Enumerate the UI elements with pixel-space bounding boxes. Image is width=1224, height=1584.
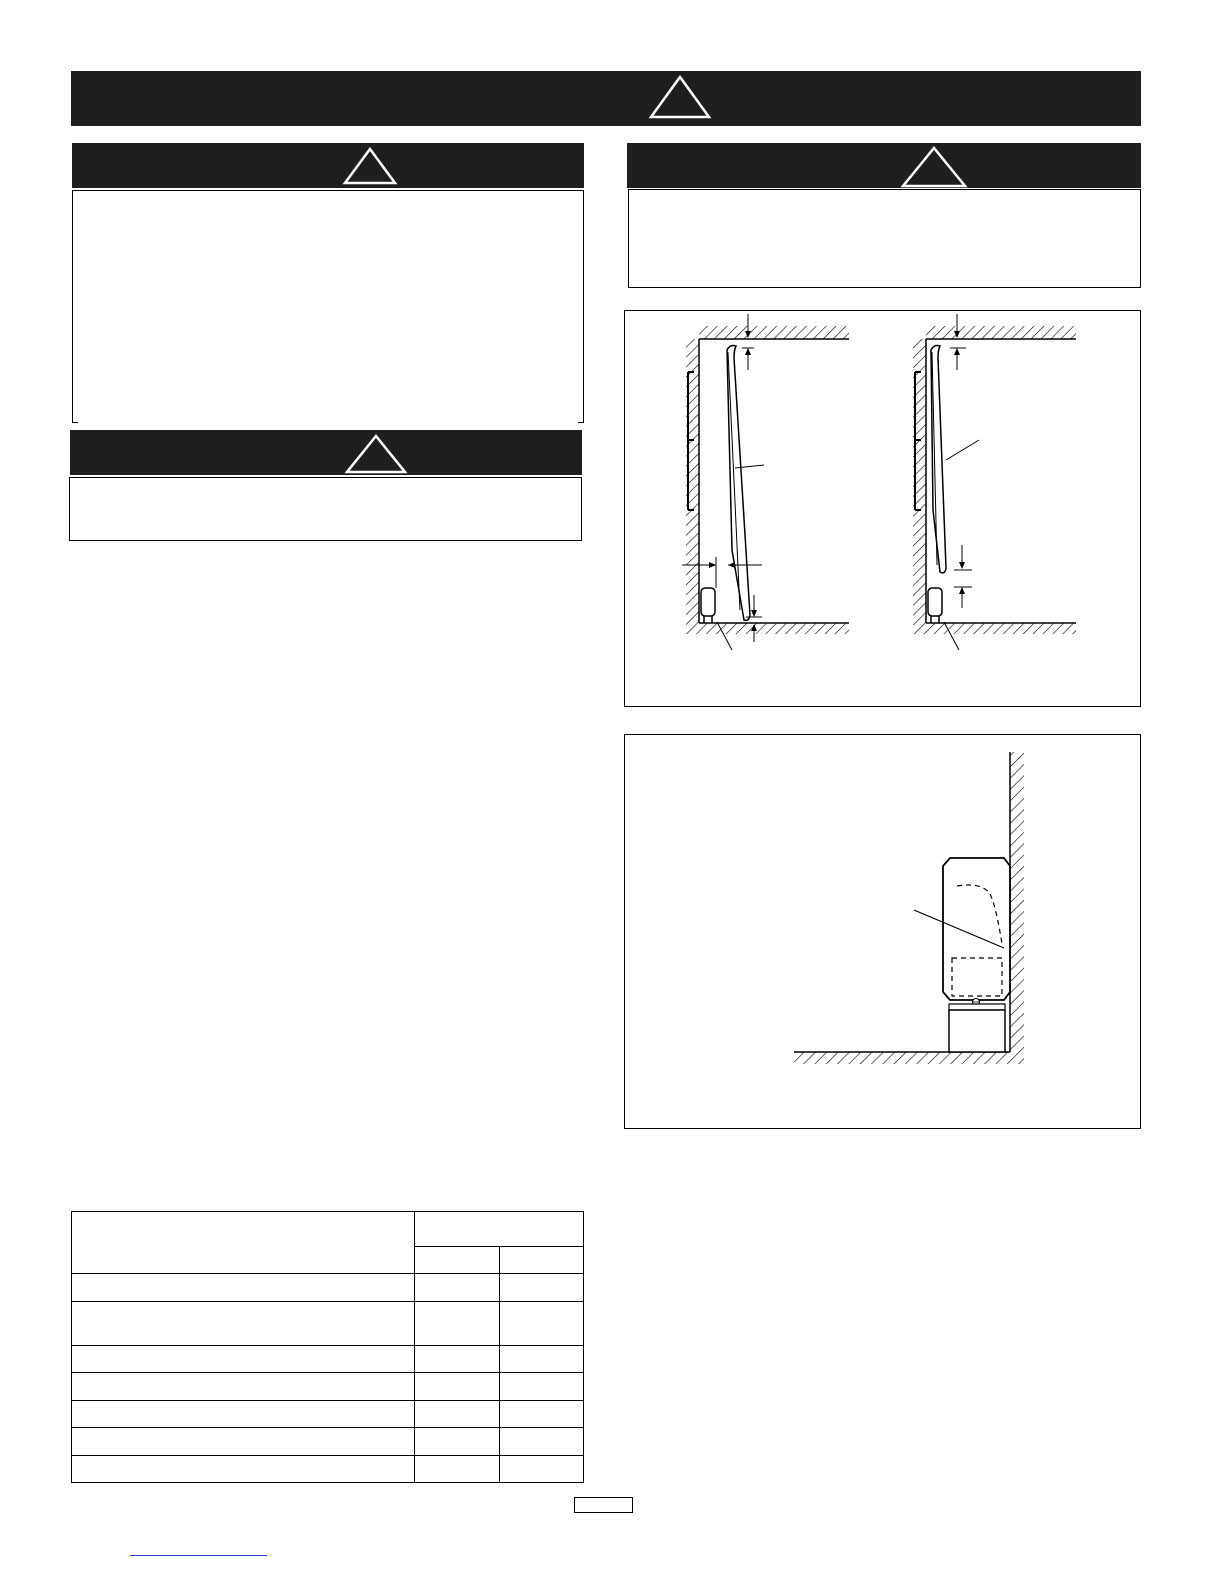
warning-triangle-icon [648,74,712,120]
table-row [72,1401,584,1428]
spec-table-subheader-a [415,1247,500,1274]
table-row [72,1302,584,1346]
right-warning-body-box [628,189,1141,288]
spec-table-header-group [415,1212,584,1247]
table-cell [415,1456,500,1483]
spec-table-subheader-b [500,1247,584,1274]
table-cell [415,1302,500,1346]
table-row [72,1428,584,1456]
table-row [72,1456,584,1483]
table-cell [500,1346,584,1373]
table-row [72,1274,584,1302]
table-cell [72,1401,415,1428]
clearance-diagram [624,310,1141,707]
table-row [72,1373,584,1401]
table-cell [415,1401,500,1428]
clearance-left-view [682,314,849,650]
left-warning-body-box [72,190,584,423]
table-cell [415,1428,500,1456]
table-cell [415,1346,500,1373]
footer-link[interactable] [130,1555,267,1556]
top-banner [71,71,1141,126]
table-cell [500,1456,584,1483]
table-cell [72,1373,415,1401]
table-cell [72,1456,415,1483]
right-bracket-foot [578,422,584,423]
page-number [574,1497,633,1513]
left-caution-body-box [69,477,582,541]
table-cell [415,1274,500,1302]
right-warning-header [627,143,1141,188]
table-cell [72,1302,415,1346]
left-warning-header [72,143,584,188]
left-caution-header [70,430,582,475]
table-cell [500,1373,584,1401]
table-cell [500,1274,584,1302]
table-cell [72,1346,415,1373]
table-cell [500,1302,584,1346]
warning-triangle-icon [344,433,408,475]
left-bracket-foot [72,422,78,423]
warning-triangle-icon [342,146,398,186]
table-cell [72,1428,415,1456]
clearance-right-view [913,314,1076,650]
table-row [72,1346,584,1373]
table-cell [415,1373,500,1401]
spec-table-header-description [72,1212,415,1274]
spec-table [71,1211,584,1483]
table-cell [72,1274,415,1302]
table-cell [500,1401,584,1428]
table-cell [500,1428,584,1456]
wall-mount-diagram [624,734,1141,1129]
warning-triangle-icon [900,145,968,188]
